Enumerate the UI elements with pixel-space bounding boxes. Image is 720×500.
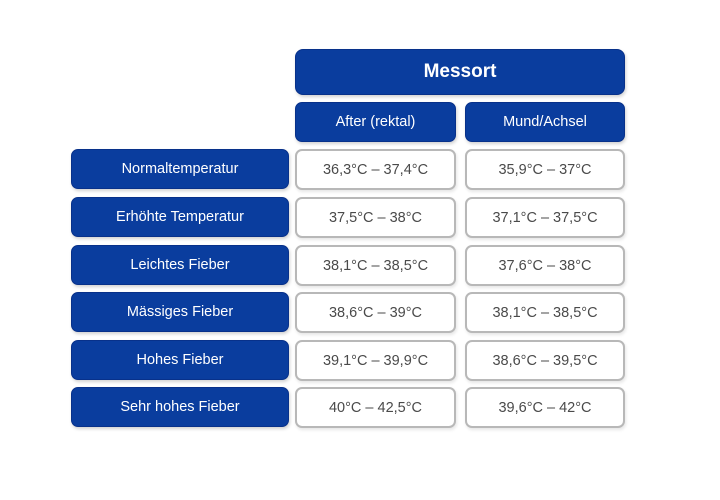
cell-maessiges-fieber-oral-axillary: 38,1°C – 38,5°C xyxy=(465,292,625,333)
row-label-leichtes-fieber: Leichtes Fieber xyxy=(71,245,289,285)
row-label-normaltemperatur: Normaltemperatur xyxy=(71,149,289,189)
column-header-rectal: After (rektal) xyxy=(295,102,456,142)
cell-maessiges-fieber-rectal: 38,6°C – 39°C xyxy=(295,292,456,333)
table-title: Messort xyxy=(295,49,625,95)
cell-normaltemperatur-oral-axillary: 35,9°C – 37°C xyxy=(465,149,625,190)
cell-erhoehte-temperatur-rectal: 37,5°C – 38°C xyxy=(295,197,456,238)
column-header-oral-axillary: Mund/Achsel xyxy=(465,102,625,142)
row-label-hohes-fieber: Hohes Fieber xyxy=(71,340,289,380)
cell-hohes-fieber-oral-axillary: 38,6°C – 39,5°C xyxy=(465,340,625,381)
cell-sehr-hohes-fieber-rectal: 40°C – 42,5°C xyxy=(295,387,456,428)
cell-leichtes-fieber-rectal: 38,1°C – 38,5°C xyxy=(295,245,456,286)
row-label-sehr-hohes-fieber: Sehr hohes Fieber xyxy=(71,387,289,427)
row-label-maessiges-fieber: Mässiges Fieber xyxy=(71,292,289,332)
cell-sehr-hohes-fieber-oral-axillary: 39,6°C – 42°C xyxy=(465,387,625,428)
cell-hohes-fieber-rectal: 39,1°C – 39,9°C xyxy=(295,340,456,381)
cell-leichtes-fieber-oral-axillary: 37,6°C – 38°C xyxy=(465,245,625,286)
cell-erhoehte-temperatur-oral-axillary: 37,1°C – 37,5°C xyxy=(465,197,625,238)
cell-normaltemperatur-rectal: 36,3°C – 37,4°C xyxy=(295,149,456,190)
row-label-erhoehte-temperatur: Erhöhte Temperatur xyxy=(71,197,289,237)
